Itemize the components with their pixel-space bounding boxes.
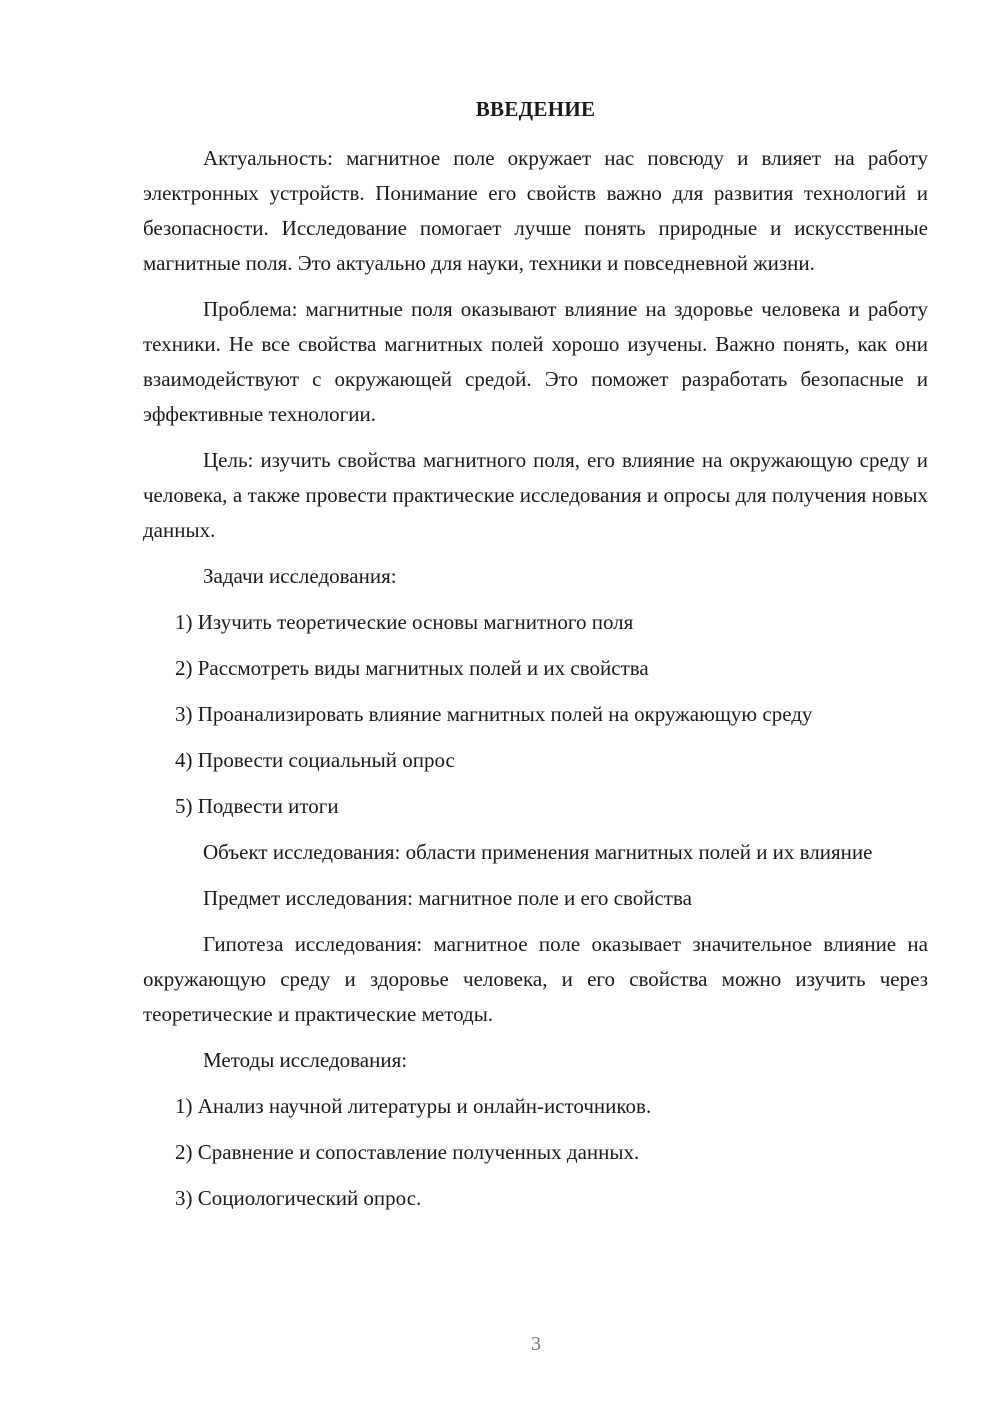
list-item: 3) Социологический опрос.	[175, 1186, 422, 1210]
document-page	[143, 92, 928, 1227]
paragraph-problem: Проблема: магнитные поля оказывают влияние на здоровье человека и работу техники. Не все свойства магнитных полей хорошо изучены. Важно понять, как они взаимодействуют с окружающей средой. Это поможет разработать безопасные и эффективные технологии.	[143, 297, 928, 426]
page-title: ВВЕДЕНИЕ	[475, 97, 596, 121]
list-item: 5) Подвести итоги	[175, 794, 339, 818]
list-item: 4) Провести социальный опрос	[175, 748, 455, 772]
list-item: 2) Сравнение и сопоставление полученных данных.	[175, 1140, 640, 1164]
methods-heading: Методы исследования:	[203, 1048, 408, 1072]
tasks-list	[143, 605, 928, 824]
paragraph-relevance: Актуальность: магнитное поле окружает нас повсюду и влияет на работу электронных устройств. Понимание его свойств важно для развития технологий и безопасности. Исследование помогает лучше понять природные и искусственные магнитные поля. Это актуально для науки, техники и повседневной жизни.	[143, 146, 928, 275]
list-item: 2) Рассмотреть виды магнитных полей и их свойства	[175, 656, 649, 680]
paragraph-subject: Предмет исследования: магнитное поле и его свойства	[203, 886, 692, 910]
tasks-heading: Задачи исследования:	[203, 564, 397, 588]
list-item: 3) Проанализировать влияние магнитных полей на окружающую среду	[175, 702, 813, 726]
paragraph-goal: Цель: изучить свойства магнитного поля, его влияние на окружающую среду и человека, а также провести практические исследования и опросы для получения новых данных.	[143, 448, 928, 542]
methods-list	[143, 1089, 928, 1216]
list-item: 1) Анализ научной литературы и онлайн-источников.	[175, 1094, 652, 1118]
list-item: 1) Изучить теоретические основы магнитного поля	[175, 610, 634, 634]
page-number: 3	[531, 1333, 541, 1355]
paragraph-hypothesis: Гипотеза исследования: магнитное поле оказывает значительное влияние на окружающую среду и здоровье человека, и его свойства можно изучить через теоретические и практические методы.	[143, 932, 928, 1026]
paragraph-object: Объект исследования: области применения магнитных полей и их влияние	[203, 840, 873, 864]
